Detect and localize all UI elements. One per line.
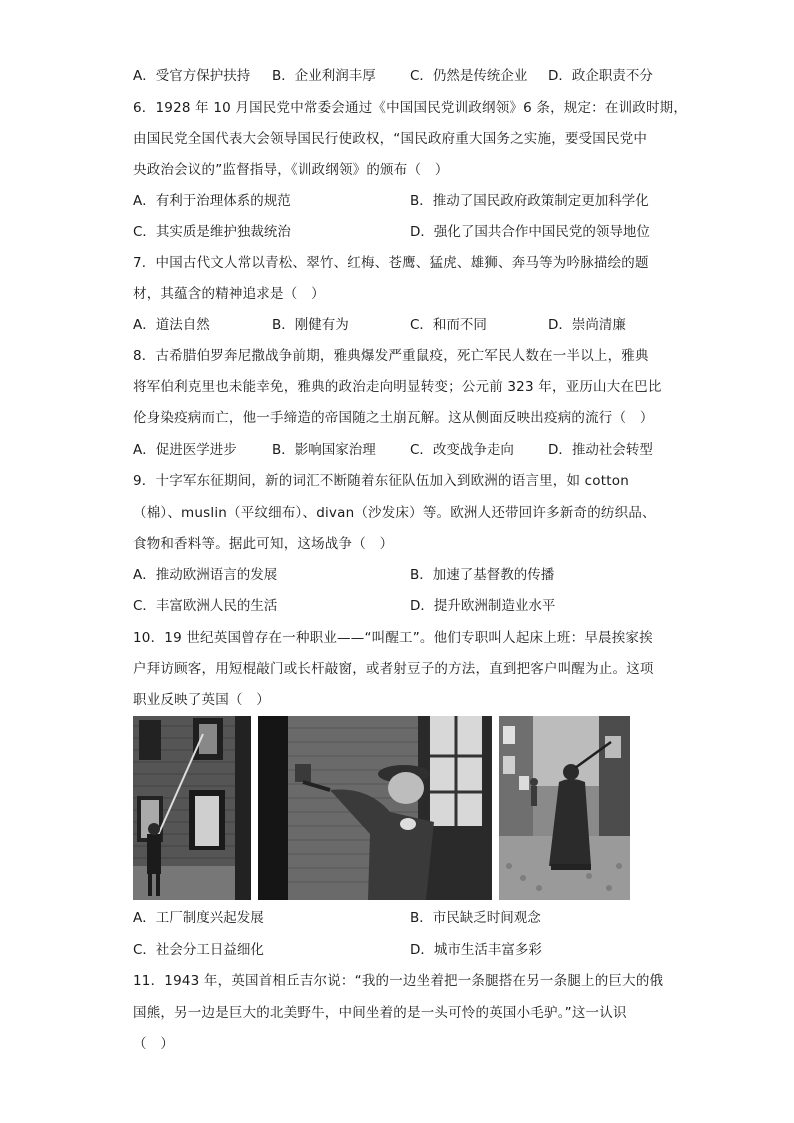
q6-option-b[interactable]: B．推动了国民政府政策制定更加科学化: [410, 193, 649, 209]
q10-option-b[interactable]: B．市民缺乏时间观念: [410, 910, 541, 926]
q11-stem-line-2: 国熊，另一边是巨大的北美野牛，中间坐着的是一头可怜的英国小毛驴。”这一认识: [133, 1005, 627, 1021]
q8-option-a[interactable]: A．促进医学进步: [133, 442, 237, 458]
q10-stem-line-1: 10．19 世纪英国曾存在一种职业——“叫醒工”。他们专职叫人起床上班：早晨挨家挨: [133, 630, 653, 646]
q10-stem-line-3: 职业反映了英国（ ）: [133, 692, 270, 708]
q9-stem-line-2: （棉）、muslin（平纹细布）、divan（沙发床）等。欧洲人还带回许多新奇的纺织品、: [133, 505, 656, 521]
q7-option-a[interactable]: A．道法自然: [133, 317, 210, 333]
knocker-up-pole-photo: [133, 716, 251, 900]
prev-option-b[interactable]: B．企业利润丰厚: [272, 68, 376, 84]
q8-option-d[interactable]: D．推动社会转型: [548, 442, 653, 458]
q7-option-c[interactable]: C．和而不同: [410, 317, 487, 333]
q8-stem-line-3: 伦身染疫病而亡，他一手缔造的帝国随之土崩瓦解。这从侧面反映出疫病的流行（ ）: [133, 410, 654, 426]
q10-stem-line-2: 户拜访顾客，用短棍敲门或长杆敲窗，或者射豆子的方法，直到把客户叫醒为止。这项: [133, 661, 654, 677]
q8-option-c[interactable]: C．改变战争走向: [410, 442, 514, 458]
q7-option-b[interactable]: B．刚健有为: [272, 317, 349, 333]
q6-stem-line-1: 6．1928 年 10 月国民党中常委会通过《中国国民党训政纲领》6 条，规定：在训政时期，: [133, 100, 688, 116]
q9-stem-line-3: 食物和香料等。据此可知，这场战争（ ）: [133, 536, 394, 552]
q10-option-d[interactable]: D．城市生活丰富多彩: [410, 942, 542, 958]
q7-option-d[interactable]: D．崇尚清廉: [548, 317, 626, 333]
q7-stem-line-2: 材，其蕴含的精神追求是（ ）: [133, 286, 325, 302]
knocker-up-stick-photo: [258, 716, 492, 900]
q7-stem-line-1: 7．中国古代文人常以青松、翠竹、红梅、苍鹰、猛虎、雄狮、奔马等为吟脉描绘的题: [133, 255, 649, 271]
prev-option-a[interactable]: A．受官方保护扶持: [133, 68, 251, 84]
q8-stem-line-2: 将军伯利克里也未能幸免，雅典的政治走向明显转变；公元前 323 年，亚历山大在巴比: [133, 379, 662, 395]
q9-option-c[interactable]: C．丰富欧洲人民的生活: [133, 598, 278, 614]
q6-stem-line-3: 央政治会议的”监督指导，《训政纲领》的颁布（ ）: [133, 162, 449, 178]
q10-option-a[interactable]: A．工厂制度兴起发展: [133, 910, 264, 926]
q9-stem-line-1: 9．十字军东征期间，新的词汇不断随着东征队伍加入到欧洲的语言里，如 cotton: [133, 473, 629, 489]
q8-stem-line-1: 8．古希腊伯罗奔尼撒战争前期，雅典爆发严重鼠疫，死亡军民人数在一半以上，雅典: [133, 348, 649, 364]
q6-option-c[interactable]: C．其实质是维护独裁统治: [133, 224, 291, 240]
q6-option-d[interactable]: D．强化了国共合作中国民党的领导地位: [410, 224, 650, 240]
q9-option-d[interactable]: D．提升欧洲制造业水平: [410, 598, 556, 614]
q10-option-c[interactable]: C．社会分工日益细化: [133, 942, 264, 958]
q8-option-b[interactable]: B．影响国家治理: [272, 442, 376, 458]
q9-option-b[interactable]: B．加速了基督教的传播: [410, 567, 555, 583]
q11-stem-line-3: （ ）: [133, 1036, 175, 1052]
prev-option-d[interactable]: D．政企职责不分: [548, 68, 653, 84]
q11-stem-line-1: 11．1943 年，英国首相丘吉尔说：“我的一边坐着把一条腿搭在另一条腿上的巨大的俄: [133, 973, 664, 989]
q9-option-a[interactable]: A．推动欧洲语言的发展: [133, 567, 278, 583]
knocker-up-peashooter-photo: [499, 716, 630, 900]
q6-stem-line-2: 由国民党全国代表大会领导国民行使政权，“国民政府重大国务之实施，要受国民党中: [133, 131, 648, 147]
q6-option-a[interactable]: A．有利于治理体系的规范: [133, 193, 291, 209]
prev-option-c[interactable]: C．仍然是传统企业: [410, 68, 528, 84]
